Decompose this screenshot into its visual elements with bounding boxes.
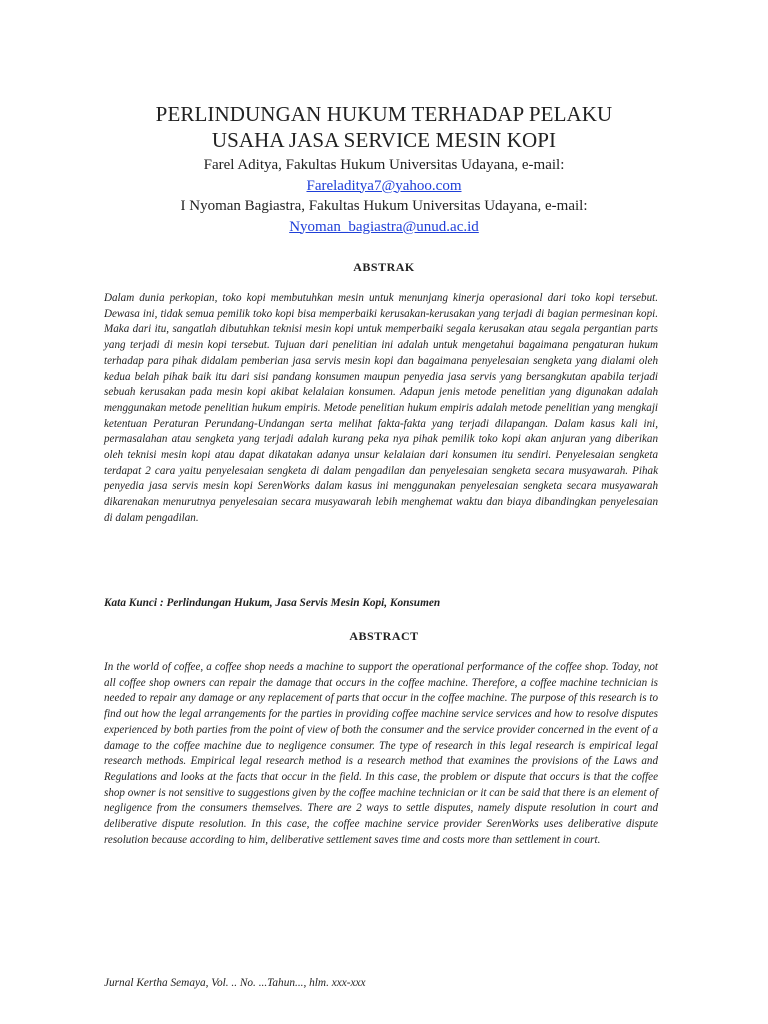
abstract-body: In the world of coffee, a coffee shop needs a machine to support the operational performance of the coffee shop. Today, not all coffee shop owners can repair the damage that occurs in the coffee machine. Therefore, a coffee machine technician is needed to repair any damage or any replacement of parts that occur in the coffee machine. The purpose of this research is to find out how the legal arrangements for the parties in providing coffee machine service services and how to resolve disputes experienced by both parties from the point of view of both the consumer and the service provider concerned in the event of a damage to the coffee machine due to negligence consumer. The type of research in this legal research is empirical legal research methods. Empirical legal research method is a research method that examines the provisions of the Laws and Regulations and looks at the facts that occur in the field. In this case, the problem or dispute that occurs is that the coffee shop owner is not sensitive to suggestions given by the coffee machine technician or it can be said that there is an element of negligence from the consumers themselves. There are 2 ways to settle disputes, namely dispute resolution in court and deliberative dispute resolution. In this case, the coffee machine service provider SerenWorks uses deliberative dispute resolution because according to him, deliberative settlement saves time and costs more than settlement in court. bbox=[104, 661, 658, 846]
paper-title-line-1: PERLINDUNGAN HUKUM TERHADAP PELAKU bbox=[155, 102, 613, 126]
abstrak-body: Dalam dunia perkopian, toko kopi membutuhkan mesin untuk menunjang kinerja operasional dari toko kopi tersebut. Dewasa ini, tidak semua pemilik toko kopi bisa memperbaiki kerusakan-kerusakan yang terjadi di bagian permesinan kopi. Maka dari itu, sangatlah dibutuhkan teknisi mesin kopi untuk memperbaiki segala kerusakan atau segala pergantian parts yang terjadi di mesin kopi tersebut. Tujuan dari penelitian ini adalah untuk mengetahui bagaimana pengaturan hukum terhadap para pihak didalam pemberian jasa servis mesin kopi dan bagaimana penyelesaian sengketa yang dialami oleh kedua belah pihak baik itu dari sisi pandang konsumen maupun penyedia jasa servis yang bersangkutan apabila terjadi sebuah kerusakan pada mesin kopi akibat kelalaian konsumen. Adapun jenis metode penelitian yang digunakan adalah menggunakan metode penelitian hukum empiris. Metode penelitian hukum empiris adalah metode penelitian yang mengkaji ketentuan Peraturan Perundang-Undangan serta melihat fakta-fakta yang terjadi dilapangan. Dalam kasus kali ini, permasalahan atau sengketa yang terjadi adalah kurang peka nya pihak pemilik toko kopi akan anjuran yang diberikan oleh teknisi mesin kopi atau dapat dikatakan adanya unsur kelalaian dari konsumen itu sendiri. Penyelesaian sengketa terdapat 2 cara yaitu penyelesaian sengketa di dalam pengadilan dan penyelesaian sengketa secara musyawarah. Pihak penyedia jasa servis mesin kopi SerenWorks dalam kasus ini menggunakan penyelesaian sengketa secara musyawarah dikarenakan menurutnya penyelesaian secara musyawarah lebih menghemat waktu dan biaya dibandingkan penyelesaian di dalam pengadilan. bbox=[104, 292, 658, 524]
keywords-line: Kata Kunci : Perlindungan Hukum, Jasa Servis Mesin Kopi, Konsumen bbox=[104, 597, 441, 609]
paper-title-line-2: USAHA JASA SERVICE MESIN KOPI bbox=[211, 128, 557, 152]
abstrak-heading: ABSTRAK bbox=[353, 260, 415, 274]
abstract-heading: ABSTRACT bbox=[349, 629, 419, 643]
author-2-email-link[interactable]: Nyoman_bagiastra@unud.ac.id bbox=[289, 218, 479, 235]
paper-title bbox=[0, 101, 768, 153]
author-1-affiliation: Farel Aditya, Fakultas Hukum Universitas Udayana, e-mail: bbox=[203, 157, 565, 173]
author-1-email-link[interactable]: Fareladitya7@yahoo.com bbox=[306, 177, 462, 194]
author-2-affiliation: I Nyoman Bagiastra, Fakultas Hukum Universitas Udayana, e-mail: bbox=[180, 198, 588, 214]
journal-footer: Jurnal Kertha Semaya, Vol. .. No. ...Tahun..., hlm. xxx-xxx bbox=[104, 977, 366, 989]
author-block bbox=[0, 155, 768, 237]
